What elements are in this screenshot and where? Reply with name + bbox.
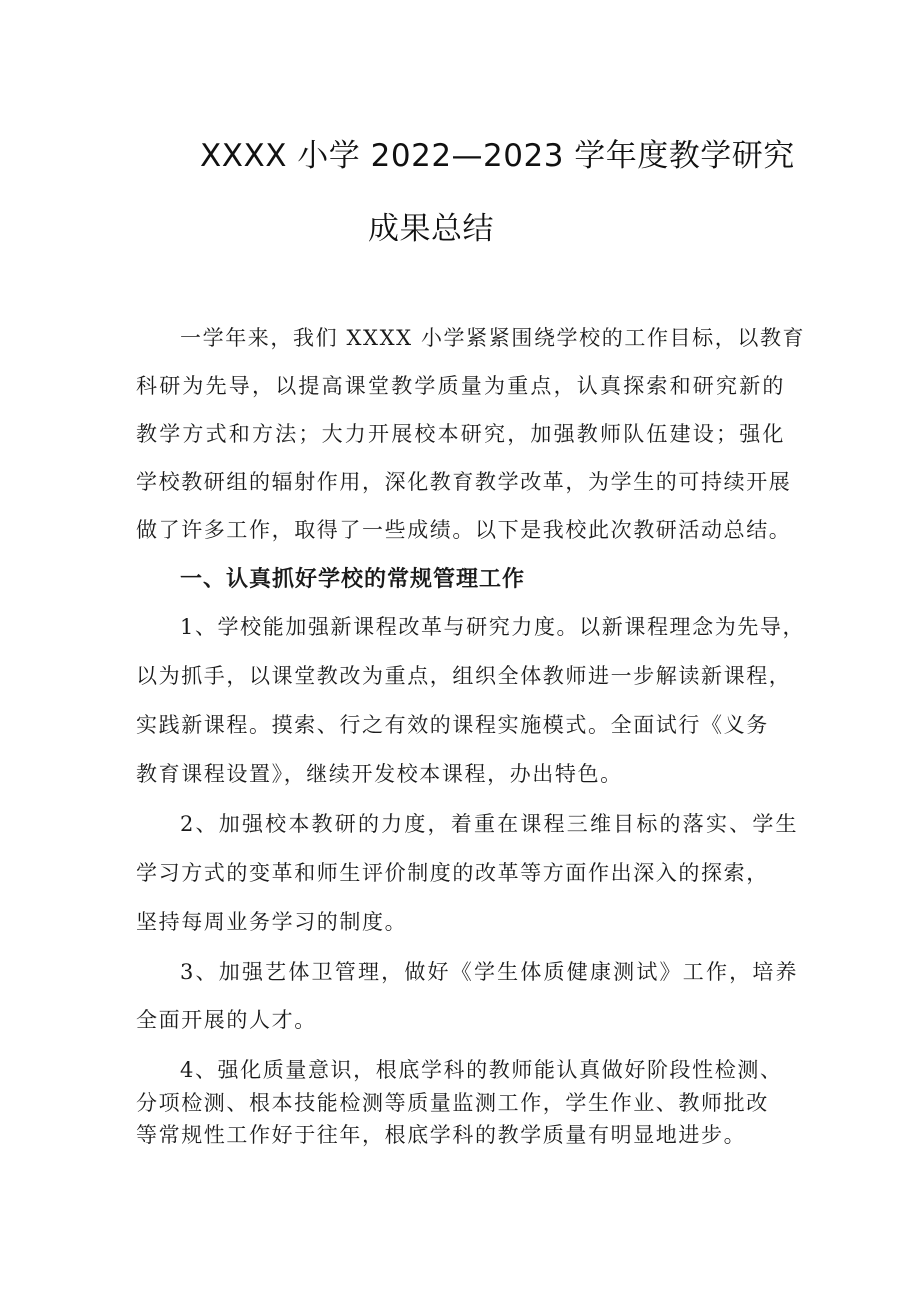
item-4-line: 分项检测、根本技能检测等质量监测工作，学生作业、教师批改 (136, 1091, 769, 1115)
document-title-line-1: XXXX 小学 2022—2023 学年度教学研究 (200, 138, 795, 174)
item-4-line: 4、强化质量意识，根底学科的教师能认真做好阶段性检测、 (180, 1058, 783, 1082)
item-1-line: 教育课程设置》，继续开发校本课程，办出特色。 (136, 762, 623, 786)
item-3-line: 全面开展的人才。 (136, 1008, 317, 1032)
intro-line: 教学方式和方法；大力开展校本研究，加强教师队伍建设；强化 (136, 422, 786, 446)
section-heading: 一、认真抓好学校的常规管理工作 (180, 567, 526, 592)
item-1-line: 实践新课程。摸索、行之有效的课程实施模式。全面试行《义务 (136, 713, 769, 737)
intro-line: 一学年来，我们 XXXX 小学紧紧围绕学校的工作目标，以教育 (180, 326, 806, 350)
intro-line: 学校教研组的辐射作用，深化教育教学改革，为学生的可持续开展 (136, 470, 792, 494)
item-4-line: 等常规性工作好于往年，根底学科的教学质量有明显地进步。 (136, 1123, 747, 1147)
intro-line: 科研为先导，以提高课堂教学质量为重点，认真探索和研究新的 (136, 374, 786, 398)
document-title-line-2: 成果总结 (368, 211, 494, 247)
item-2-line: 2、加强校本教研的力度，着重在课程三维目标的落实、学生 (180, 812, 799, 836)
item-1-line: 以为抓手，以课堂教改为重点，组织全体教师进一步解读新课程， (136, 664, 792, 688)
intro-line: 做了许多工作，取得了一些成绩。以下是我校此次教研活动总结。 (136, 518, 792, 542)
item-1-line: 1、学校能加强新课程改革与研究力度。以新课程理念为先导， (180, 615, 806, 639)
item-3-line: 3、加强艺体卫管理，做好《学生体质健康测试》工作，培养 (180, 960, 799, 984)
item-2-line: 坚持每周业务学习的制度。 (136, 910, 408, 934)
item-2-line: 学习方式的变革和师生评价制度的改革等方面作出深入的探索， (136, 861, 769, 885)
